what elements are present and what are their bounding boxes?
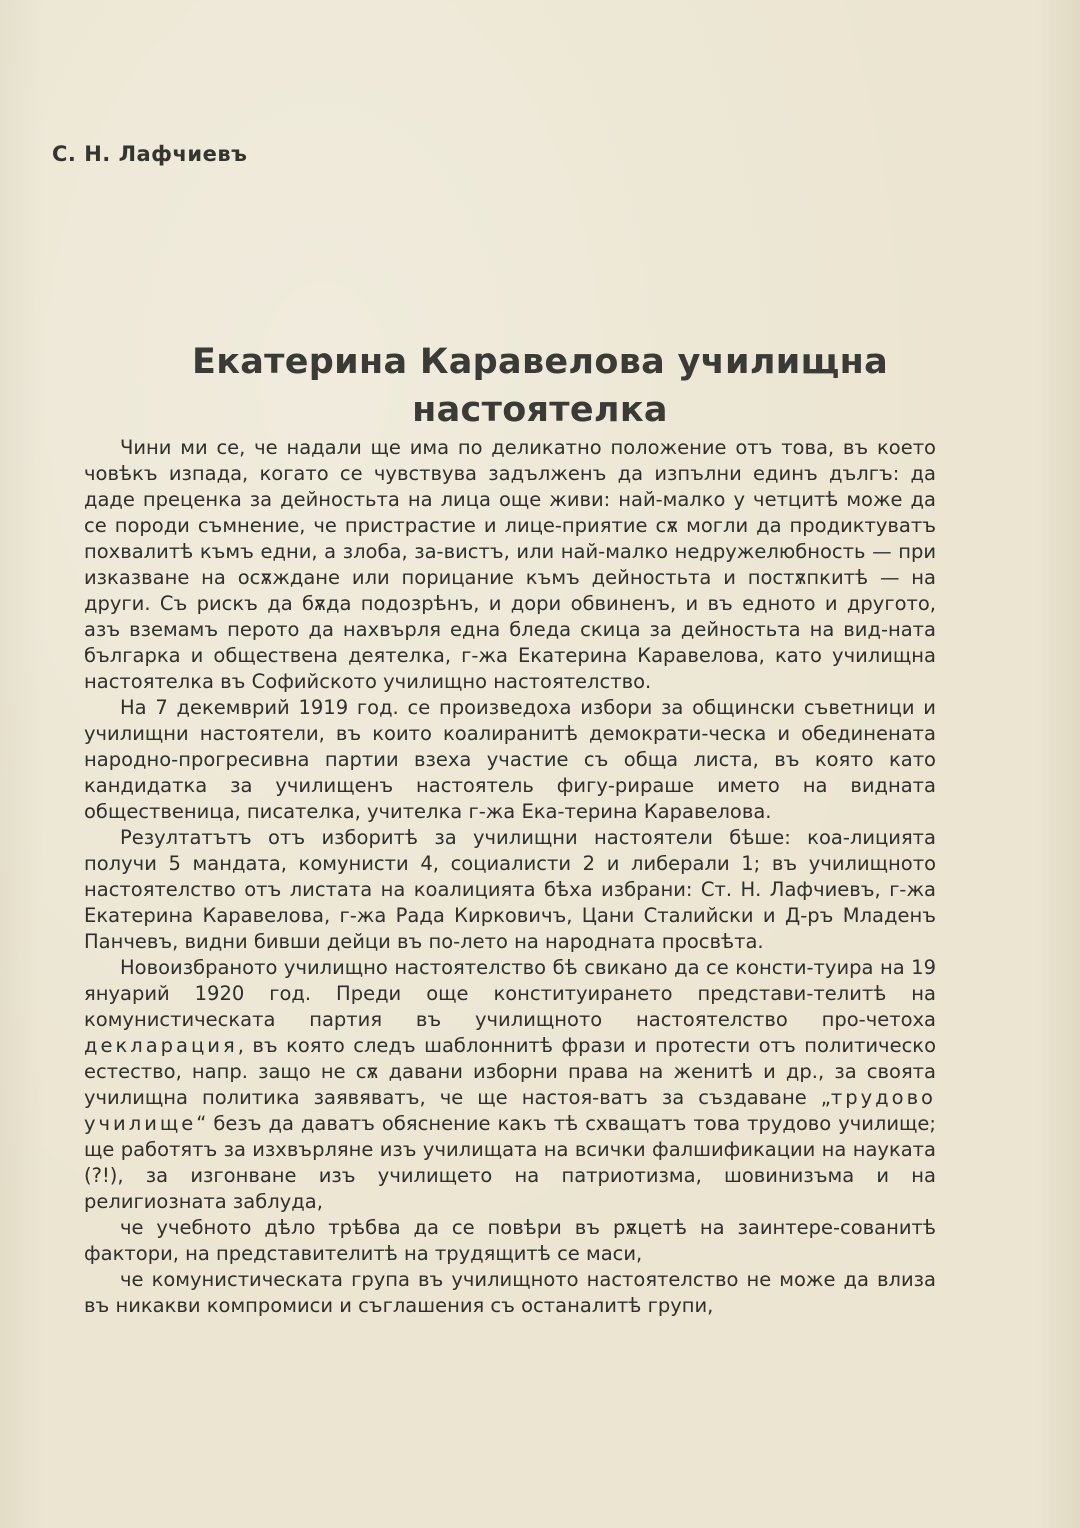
article-title (80, 338, 1000, 434)
title-line-1: Екатерина Каравелова училищна (191, 342, 888, 382)
paragraph-3: Резултатътъ отъ изборитѣ за училищни настоятели бѣше: коа-лицията получи 5 мандата, комунисти 4, социалисти 2 и либерали 1; въ училищното настоятелство отъ листата на коалицията бѣха избрани: Ст. Н. Лафчиевъ, г-жа Екатерина Каравелова, г-жа Рада Кирковичъ, Цани Сталийски и Д-ръ Младенъ Панчевъ, видни бивши дейци въ по-лето на народната просвѣта. (84, 826, 936, 953)
paragraph-2: На 7 декемврий 1919 год. се произведоха избори за общински съветници и училищни настоятели, въ които коалиранитѣ демократи-ческа и обединената народно-прогресивна партии взеха участие съ обща листа, въ която като кандидатка за училищенъ настоятель фигу-рираше името на видната общественица, писателка, учителка г-жа Ека-терина Каравелова. (84, 696, 936, 823)
article-body (84, 435, 936, 1319)
title-line-2: настоятелка (412, 390, 668, 430)
author-name: С. Н. Лафчиевъ (52, 142, 248, 166)
emphasis-declaration: декларация (84, 1034, 238, 1057)
paragraph-4-text-a: Новоизбраното училищно настоятелство бѣ свикано да се консти-туира на 19 януарий 1920 год. Преди още конституирането представи-телитѣ на комунистическата партия въ училищното настоятелство про-четоха (84, 956, 936, 1031)
paragraph-6: че комунистическата група въ училищното настоятелство не може да влиза въ никакви компромиси и съглашения съ останалитѣ групи, (84, 1268, 936, 1317)
paragraph-1: Чини ми се, че надали ще има по деликатно положение отъ това, въ което човѣкъ изпада, когато се чувствува задълженъ да изпълни единъ дългъ: да даде преценка за дейностьта на лица още живи: най-малко у четцитѣ може да се породи съмнение, че пристрастие и лице-приятие сѫ могли да продиктуватъ похвалитѣ къмъ едни, а злоба, за-вистъ, или най-малко недружелюбность — при изказване на осѫждане или порицание къмъ дейностьта и постѫпкитѣ — на други. Съ рискъ да бѫда подозрѣнъ, и дори обвиненъ, и въ едното и другото, азъ вземамъ перото да нахвърля една бледа скица за дейностьта на вид-ната българка и обществена деятелка, г-жа Екатерина Каравелова, като училищна настоятелка въ Софийското училищно настоятелство. (84, 436, 936, 693)
emphasis-labor-school: трудово училище (84, 1086, 936, 1135)
paragraph-4-text-b: , въ която следъ шаблоннитѣ фрази и протести отъ политическо естество, напр. защо не сѫ давани изборни права на женитѣ и др., за своята училищна политика заявяватъ, че ще настоя-ватъ за създаване „ (84, 1034, 936, 1109)
paragraph-5: че учебното дѣло трѣбва да се повѣри въ рѫцетѣ на заинтере-сованитѣ фактори, на представителитѣ на трудящитѣ се маси, (84, 1216, 936, 1265)
paragraph-4-text-c: “ безъ да даватъ обяснение какъ тѣ схващатъ това трудово училище; ще работятъ за изхвърляне изъ училищата на всички фалшификации на науката (?!), за изгонване изъ училището на патриотизма, шовинизъма и на религиозната заблуда, (84, 1112, 936, 1213)
paragraph-4 (84, 955, 936, 1215)
